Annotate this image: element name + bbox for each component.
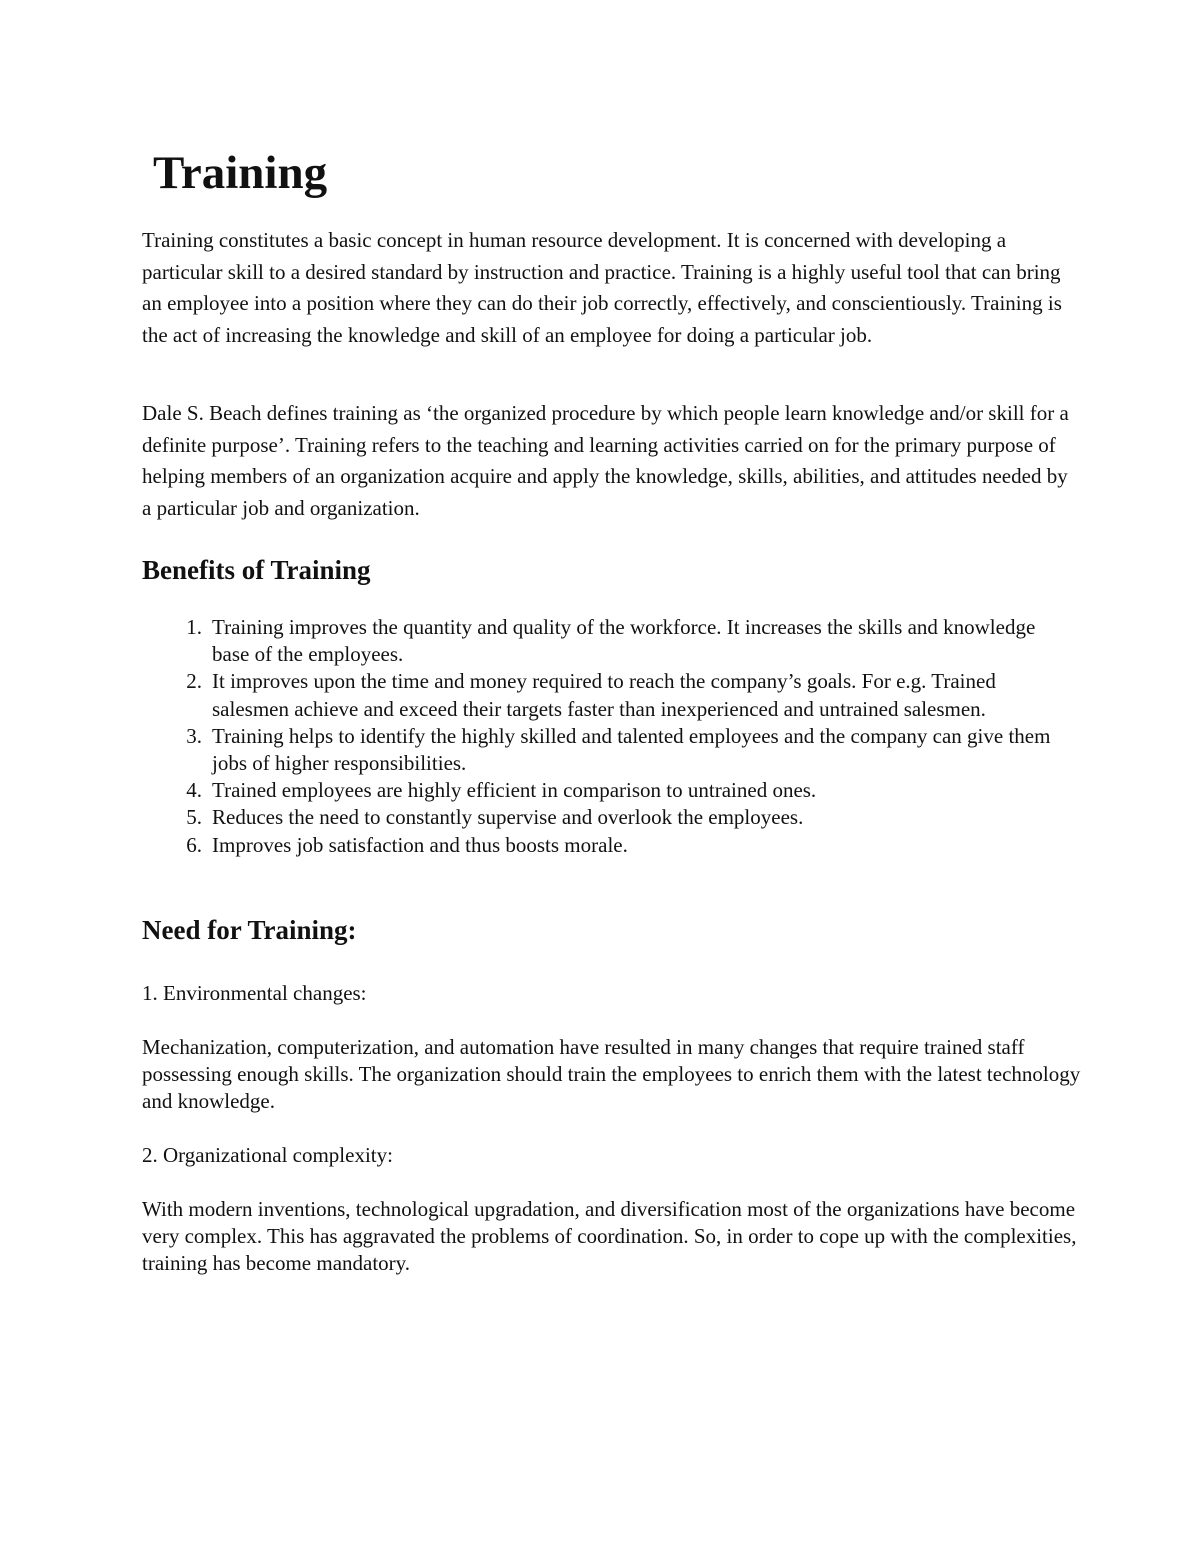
intro-paragraph-definition: Training constitutes a basic concept in human resource development. It is concerned with developing a particular skill to a desired standard by instruction and practice. Training is a highly useful tool that can bring an employee into a position where they can do their job correctly, effectively, and conscientiously. Training is the act of increasing the knowledge and skill of an employee for doing a particular job. [142,228,1062,347]
list-item [142,777,1072,804]
list-item-number: 6. [186,832,202,857]
benefits-list [142,614,1072,859]
list-item-text: Training helps to identify the highly skilled and talented employees and the company can give them jobs of higher responsibilities. [212,723,1051,776]
need-heading: Need for Training: [142,915,357,945]
list-item [142,804,1072,831]
list-item-text: Improves job satisfaction and thus boosts morale. [212,832,628,857]
list-item [142,668,1072,722]
list-item-number: 5. [186,805,202,830]
list-item-number: 4. [186,778,202,803]
list-item-text: Training improves the quantity and quality of the workforce. It increases the skills and knowledge base of the employees. [212,615,1036,667]
benefits-heading: Benefits of Training [142,555,371,585]
intro-paragraph-beach-definition: Dale S. Beach defines training as ‘the organized procedure by which people learn knowledge and/or skill for a definite purpose’. Training refers to the teaching and learning activities carried on for the primary purpose of helping members of an organization acquire and apply the knowledge, skills, abilities, and attitudes needed by a particular job and organization. [142,401,1069,520]
document-title: Training [153,147,328,199]
list-item [142,832,1072,859]
need-paragraph-organizational: With modern inventions, technological upgradation, and diversification most of the organizations have become very complex. This has aggravated the problems of coordination. So, in order to cope up with the complexities, training has become mandatory. [142,1197,1077,1276]
list-item [142,723,1072,777]
list-item-text: Reduces the need to constantly supervise and overlook the employees. [212,805,804,830]
need-subheading-organizational: 2. Organizational complexity: [142,1143,393,1167]
list-item-text: It improves upon the time and money required to reach the company’s goals. For e.g. Trained salesmen achieve and exceed their targets faster than inexperienced and untrained salesmen. [212,669,996,721]
need-subheading-environmental: 1. Environmental changes: [142,981,367,1005]
list-item-number: 1. [186,615,202,639]
list-item [142,614,1072,668]
list-item-text: Trained employees are highly efficient in comparison to untrained ones. [212,778,817,803]
need-paragraph-environmental: Mechanization, computerization, and automation have resulted in many changes that require trained staff possessing enough skills. The organization should train the employees to enrich them with the latest technology and knowledge. [142,1035,1081,1114]
list-item-number: 2. [186,669,202,694]
list-item-number: 3. [186,723,202,748]
